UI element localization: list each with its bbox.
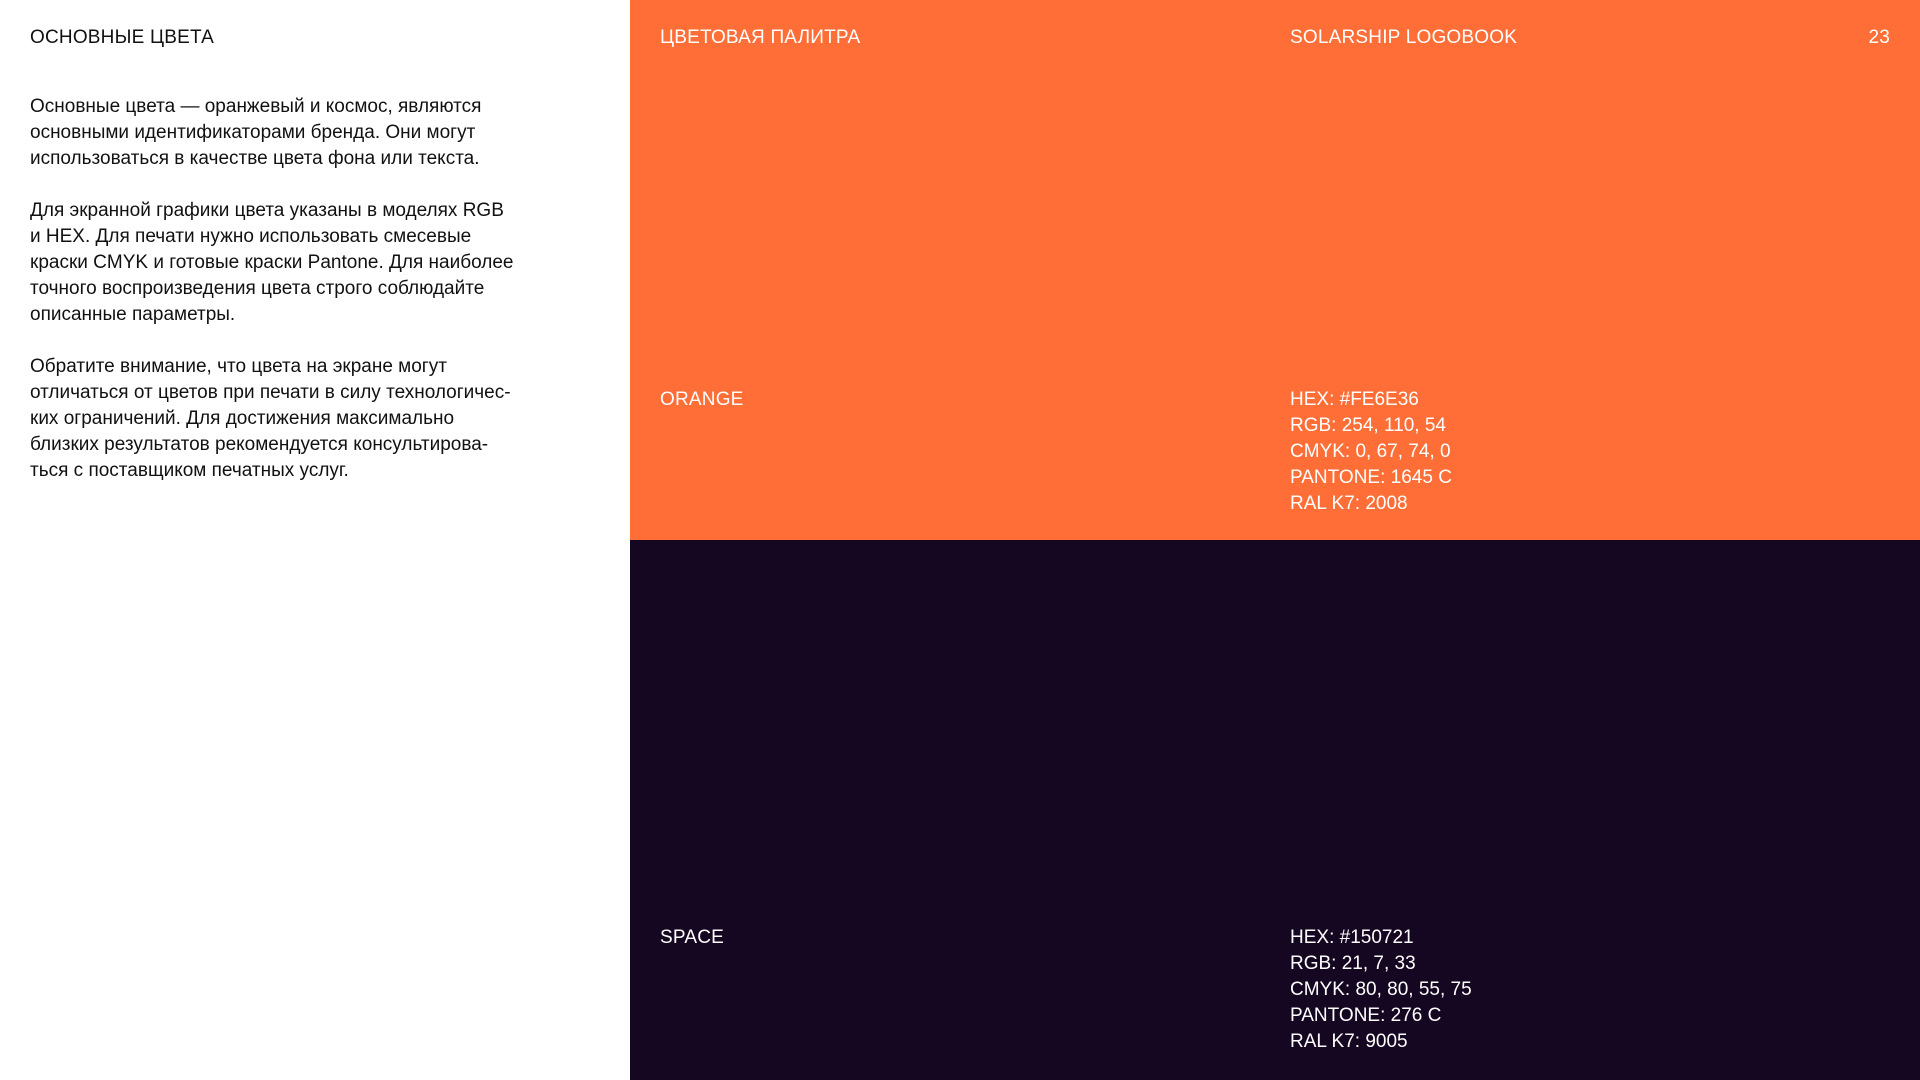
color-name-orange: ORANGE: [660, 389, 744, 410]
spec-hex: HEX: #150721: [1290, 927, 1414, 948]
intro-text: [30, 94, 590, 510]
spec-ral: RAL K7: 2008: [1290, 493, 1408, 514]
swatch-space: [630, 540, 1920, 1080]
spec-ral: RAL K7: 9005: [1290, 1031, 1408, 1052]
spec-rgb: RGB: 21, 7, 33: [1290, 953, 1416, 974]
paragraph-color-models: Для экранной графики цвета указаны в моделях RGB и HEX. Для печати нужно использовать смесевые краски CMYK и готовые краски Pantone. Для наиболее точного воспроизведения цвета строго соблюдайте описанные параметры.: [30, 200, 514, 325]
paragraph-primary-colors: Основные цвета — оранжевый и космос, являются основными идентификаторами бренда. Они могут использоваться в качестве цвета фона или текста.: [30, 96, 482, 169]
spec-rgb: RGB: 254, 110, 54: [1290, 415, 1446, 436]
spec-pantone: PANTONE: 276 C: [1290, 1005, 1442, 1026]
description-column: [0, 0, 630, 1080]
spec-hex: HEX: #FE6E36: [1290, 389, 1419, 410]
page-number: 23: [1868, 27, 1890, 48]
spec-pantone: PANTONE: 1645 C: [1290, 467, 1452, 488]
header-book-title: SOLARSHIP LOGOBOOK: [1290, 27, 1518, 48]
paragraph-print-notice: Обратите внимание, что цвета на экране могут отличаться от цветов при печати в силу технологичес- ких ограничений. Для достижения максимально близких результатов рекомендуется консультирова- ться с поставщиком печатных услуг.: [30, 356, 511, 481]
header-section-label: ЦВЕТОВАЯ ПАЛИТРА: [660, 27, 861, 48]
color-specs-space: [1290, 925, 1472, 1055]
section-title: ОСНОВНЫЕ ЦВЕТА: [30, 27, 215, 48]
spec-cmyk: CMYK: 80, 80, 55, 75: [1290, 979, 1472, 1000]
swatch-orange: [630, 0, 1920, 540]
color-name-space: SPACE: [660, 927, 725, 948]
spec-cmyk: CMYK: 0, 67, 74, 0: [1290, 441, 1451, 462]
color-specs-orange: [1290, 387, 1452, 517]
